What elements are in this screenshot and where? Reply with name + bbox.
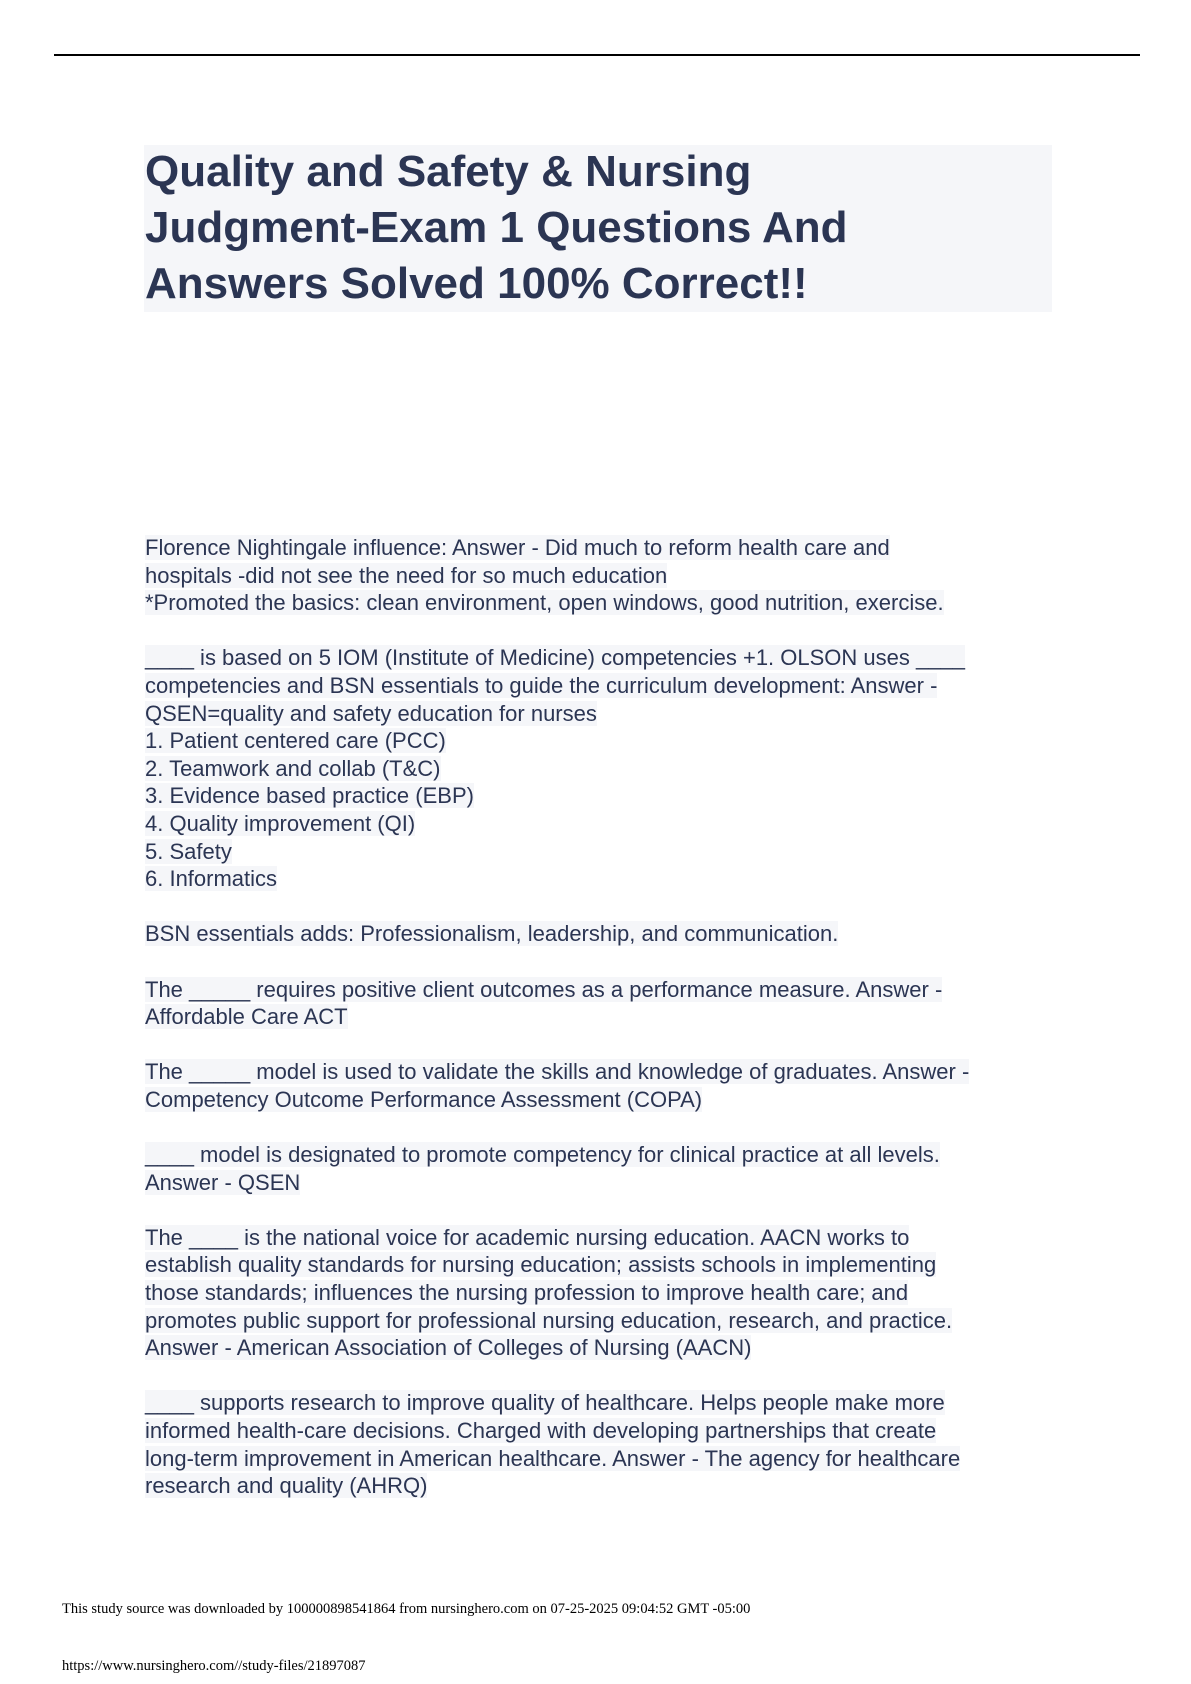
qa-line <box>145 1472 1065 1500</box>
qa-line <box>145 644 1065 672</box>
qa-line-text: 2. Teamwork and collab (T&C) <box>145 755 441 781</box>
qa-line-text: Answer - American Association of Colleges of Nursing (AACN) <box>145 1335 752 1361</box>
qa-block <box>145 1389 1065 1499</box>
qa-line-text: *Promoted the basics: clean environment, open windows, good nutrition, exercise. <box>145 590 944 616</box>
qa-line <box>145 755 1065 783</box>
qa-line-text: The _____ requires positive client outcomes as a performance measure. Answer - <box>145 976 943 1002</box>
title-line-2: Judgment-Exam 1 Questions And <box>145 203 848 252</box>
download-source-note: This study source was downloaded by 100000898541864 from nursinghero.com on 07-25-2025 09:04:52 GMT -05:00 <box>62 1601 751 1617</box>
qa-line-text: 4. Quality improvement (QI) <box>145 810 416 836</box>
qa-line-text: ____ model is designated to promote competency for clinical practice at all levels. <box>145 1142 940 1168</box>
qa-line <box>145 1445 1065 1473</box>
document-body <box>145 534 1065 1500</box>
qa-line-text: ____ supports research to improve quality of healthcare. Helps people make more <box>145 1390 945 1416</box>
qa-line <box>145 1307 1065 1335</box>
qa-line-text: 3. Evidence based practice (EBP) <box>145 783 474 809</box>
qa-line <box>145 1058 1065 1086</box>
qa-block <box>145 1141 1065 1196</box>
qa-line <box>145 1251 1065 1279</box>
source-url[interactable]: https://www.nursinghero.com//study-files/21897087 <box>62 1658 366 1674</box>
qa-line-text: hospitals -did not see the need for so much education <box>145 562 668 588</box>
title-line-3: Answers Solved 100% Correct!! <box>145 259 808 308</box>
qa-line <box>145 1389 1065 1417</box>
qa-line <box>145 865 1065 893</box>
qa-line-text: informed health-care decisions. Charged with developing partnerships that create <box>145 1418 937 1443</box>
qa-line <box>145 700 1065 728</box>
qa-line-text: 1. Patient centered care (PCC) <box>145 728 446 754</box>
paragraph-gap <box>145 893 1065 921</box>
qa-block <box>145 920 1065 948</box>
qa-line <box>145 589 1065 617</box>
qa-line <box>145 1086 1065 1114</box>
qa-line <box>145 1417 1065 1445</box>
qa-line <box>145 562 1065 590</box>
qa-line-text: Answer - QSEN <box>145 1169 301 1195</box>
qa-line-text: 6. Informatics <box>145 866 278 892</box>
qa-line-text: Competency Outcome Performance Assessment (COPA) <box>145 1086 703 1112</box>
qa-line-text: those standards; influences the nursing profession to improve health care; and <box>145 1280 909 1306</box>
paragraph-gap <box>145 1362 1065 1390</box>
qa-block <box>145 976 1065 1031</box>
qa-line-text: The _____ model is used to validate the skills and knowledge of graduates. Answer - <box>145 1059 970 1085</box>
qa-line-text: Florence Nightingale influence: Answer - Did much to reform health care and <box>145 535 890 560</box>
qa-line-text: establish quality standards for nursing education; assists schools in implementing <box>145 1252 937 1278</box>
qa-line-text: competencies and BSN essentials to guide the curriculum development: Answer - <box>145 672 938 698</box>
qa-line <box>145 810 1065 838</box>
qa-line <box>145 727 1065 755</box>
qa-line <box>145 920 1065 948</box>
paragraph-gap <box>145 1196 1065 1224</box>
qa-line <box>145 838 1065 866</box>
top-divider <box>54 54 1140 56</box>
qa-block <box>145 1058 1065 1113</box>
qa-line <box>145 1003 1065 1031</box>
qa-line <box>145 1334 1065 1362</box>
qa-block <box>145 534 1065 617</box>
paragraph-gap <box>145 1113 1065 1141</box>
document-title <box>145 144 1045 312</box>
qa-line <box>145 1141 1065 1169</box>
qa-line <box>145 1224 1065 1252</box>
qa-line-text: BSN essentials adds: Professionalism, leadership, and communication. <box>145 921 839 947</box>
qa-line-text: The ____ is the national voice for academic nursing education. AACN works to <box>145 1224 910 1250</box>
qa-line <box>145 976 1065 1004</box>
qa-line-text: ____ is based on 5 IOM (Institute of Medicine) competencies +1. OLSON uses ____ <box>145 645 965 671</box>
qa-block <box>145 1224 1065 1362</box>
qa-line <box>145 534 1065 562</box>
qa-line-text: 5. Safety <box>145 838 232 864</box>
qa-line <box>145 1169 1065 1197</box>
paragraph-gap <box>145 1031 1065 1059</box>
qa-line <box>145 672 1065 700</box>
qa-line-text: Affordable Care ACT <box>145 1004 348 1030</box>
paragraph-gap <box>145 617 1065 645</box>
qa-line-text: QSEN=quality and safety education for nurses <box>145 700 597 726</box>
qa-block <box>145 644 1065 892</box>
qa-line-text: long-term improvement in American healthcare. Answer - The agency for healthcare <box>145 1445 961 1471</box>
qa-line-text: research and quality (AHRQ) <box>145 1473 428 1499</box>
qa-line <box>145 782 1065 810</box>
qa-line <box>145 1279 1065 1307</box>
qa-line-text: promotes public support for professional nursing education, research, and practice. <box>145 1307 953 1333</box>
paragraph-gap <box>145 948 1065 976</box>
title-line-1: Quality and Safety & Nursing <box>145 147 752 196</box>
